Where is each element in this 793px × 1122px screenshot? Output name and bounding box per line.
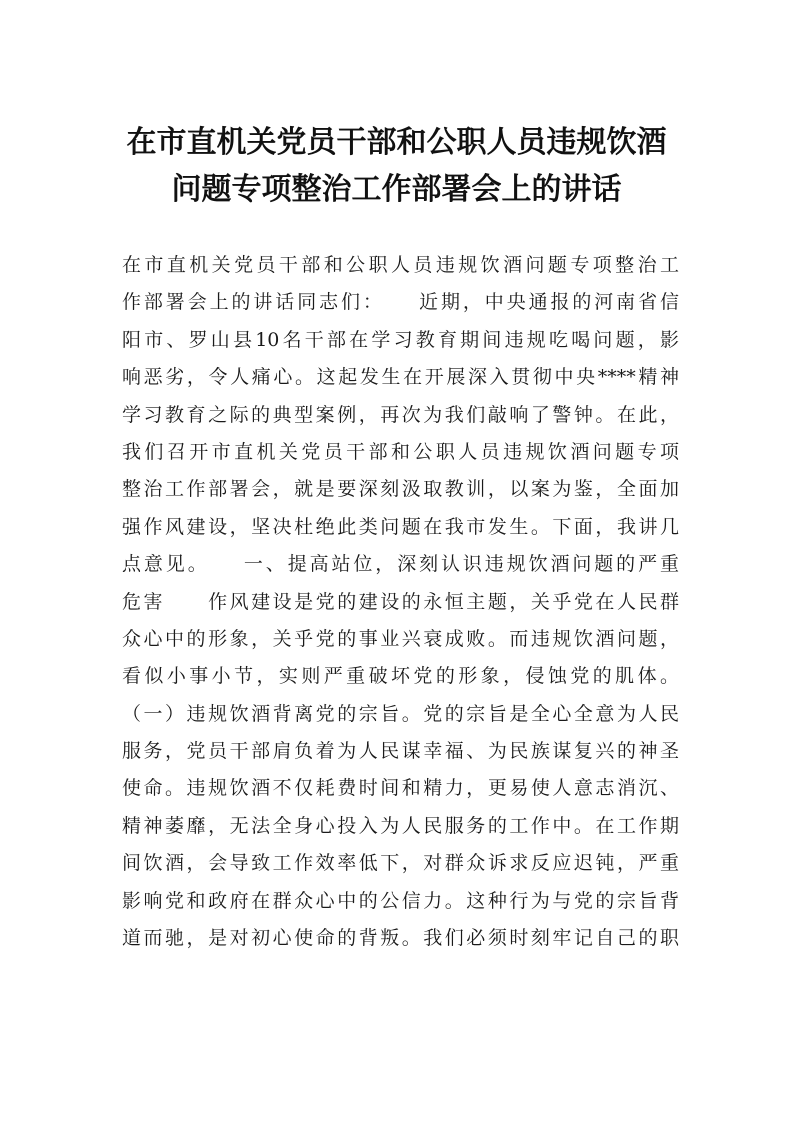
body-line: 看似小事小节，实则严重破坏党的形象，侵蚀党的肌体。	[122, 665, 679, 688]
body-line: 强作风建设，坚决杜绝此类问题在我市发生。下面，我讲几	[122, 515, 679, 538]
document-title-line-1: 在市直机关党员干部和公职人员违规饮酒	[126, 125, 667, 160]
body-line: 危害 作风建设是党的建设的永恒主题，关乎党在人民群	[122, 590, 679, 613]
body-line: 整治工作部署会，就是要深刻汲取教训，以案为鉴，全面加	[122, 478, 679, 501]
body-line: 影响党和政府在群众心中的公信力。这种行为与党的宗旨背	[122, 889, 679, 912]
body-line: 阳市、罗山县10名干部在学习教育期间违规吃喝问题，影	[122, 328, 679, 351]
body-line: 间饮酒，会导致工作效率低下，对群众诉求反应迟钝，严重	[122, 852, 679, 875]
document-title-line-2: 问题专项整治工作部署会上的讲话	[171, 172, 622, 207]
body-line: 使命。违规饮酒不仅耗费时间和精力，更易使人意志消沉、	[122, 777, 679, 800]
body-line: 精神萎靡，无法全身心投入为人民服务的工作中。在工作期	[122, 814, 679, 837]
body-line: 点意见。 一、提高站位，深刻认识违规饮酒问题的严重	[122, 553, 679, 576]
body-line: 在市直机关党员干部和公职人员违规饮酒问题专项整治工	[122, 254, 679, 276]
body-line: 众心中的形象，关乎党的事业兴衰成败。而违规饮酒问题，	[122, 627, 679, 650]
body-line: 服务，党员干部肩负着为人民谋幸福、为民族谋复兴的神圣	[122, 740, 679, 763]
body-line: 道而驰，是对初心使命的背叛。我们必须时刻牢记自己的职	[122, 927, 679, 950]
body-line: 学习教育之际的典型案例，再次为我们敲响了警钟。在此，	[122, 403, 679, 426]
body-line: 响恶劣，令人痛心。这起发生在开展深入贯彻中央****精神	[122, 366, 679, 389]
body-line: 作部署会上的讲话同志们： 近期，中央通报的河南省信	[122, 291, 679, 314]
body-line: （一）违规饮酒背离党的宗旨。党的宗旨是全心全意为人民	[122, 702, 679, 725]
body-line: 我们召开市直机关党员干部和公职人员违规饮酒问题专项	[122, 440, 679, 463]
document-body	[122, 247, 679, 957]
